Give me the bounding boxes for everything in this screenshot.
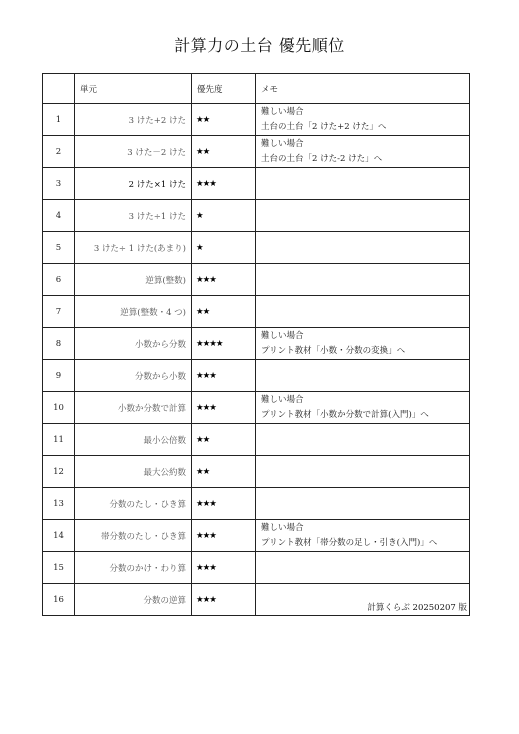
table-row xyxy=(43,392,470,424)
row-number: 2 xyxy=(43,136,75,168)
unit-name: 小数から分数 xyxy=(75,328,192,360)
row-number: 10 xyxy=(43,392,75,424)
table-row xyxy=(43,264,470,296)
memo-line-1: 難しい場合 xyxy=(261,523,304,533)
unit-name: 最小公倍数 xyxy=(75,424,192,456)
row-number: 8 xyxy=(43,328,75,360)
page-title: 計算力の土台 優先順位 xyxy=(174,36,345,55)
row-number: 14 xyxy=(43,520,75,552)
memo-cell xyxy=(256,360,470,392)
priority-stars: ★★★ xyxy=(192,520,256,552)
memo-line-2: プリント教材「帯分数の足し・引き(入門)」へ xyxy=(261,538,438,548)
unit-name: 分数のたし・ひき算 xyxy=(75,488,192,520)
row-number: 15 xyxy=(43,552,75,584)
unit-name: 最大公約数 xyxy=(75,456,192,488)
table-row xyxy=(43,488,470,520)
memo-cell xyxy=(256,168,470,200)
row-number: 16 xyxy=(43,584,75,616)
priority-stars: ★★★ xyxy=(192,584,256,616)
unit-name: 分数のかけ・わり算 xyxy=(75,552,192,584)
row-number: 7 xyxy=(43,296,75,328)
row-number: 5 xyxy=(43,232,75,264)
row-number: 12 xyxy=(43,456,75,488)
header-memo: メモ xyxy=(256,74,470,104)
priority-stars: ★★ xyxy=(192,424,256,456)
memo-line-1: 難しい場合 xyxy=(261,395,304,405)
memo-line-1: 難しい場合 xyxy=(261,139,304,149)
priority-stars: ★ xyxy=(192,200,256,232)
memo-line-1: 難しい場合 xyxy=(261,107,304,117)
memo-line-2: 土台の土台「2 けた+2 けた」へ xyxy=(261,122,387,132)
memo-cell xyxy=(256,264,470,296)
memo-line-1: 難しい場合 xyxy=(261,331,304,341)
memo-cell xyxy=(256,520,470,552)
memo-cell xyxy=(256,456,470,488)
header-priority: 優先度 xyxy=(192,74,256,104)
row-number: 4 xyxy=(43,200,75,232)
version-footer: 計算くらぶ 20250207 版 xyxy=(367,603,467,613)
unit-name: 逆算(整数・4 つ) xyxy=(75,296,192,328)
row-number: 11 xyxy=(43,424,75,456)
priority-stars: ★★★ xyxy=(192,168,256,200)
memo-cell xyxy=(256,392,470,424)
header-no xyxy=(43,74,75,104)
priority-stars: ★★★ xyxy=(192,552,256,584)
memo-cell xyxy=(256,136,470,168)
memo-cell xyxy=(256,200,470,232)
unit-name: 小数か分数で計算 xyxy=(75,392,192,424)
table-row xyxy=(43,136,470,168)
table-row xyxy=(43,520,470,552)
memo-cell xyxy=(256,232,470,264)
unit-name: 分数から小数 xyxy=(75,360,192,392)
unit-name: 3 けた÷ 1 けた(あまり) xyxy=(75,232,192,264)
unit-name: 帯分数のたし・ひき算 xyxy=(75,520,192,552)
row-number: 13 xyxy=(43,488,75,520)
priority-stars: ★★ xyxy=(192,136,256,168)
table-row xyxy=(43,168,470,200)
unit-name: 3 けた÷1 けた xyxy=(75,200,192,232)
memo-line-2: 土台の土台「2 けた-2 けた」へ xyxy=(261,154,383,164)
priority-stars: ★★ xyxy=(192,296,256,328)
priority-stars: ★ xyxy=(192,232,256,264)
priority-stars: ★★★ xyxy=(192,488,256,520)
table-row xyxy=(43,552,470,584)
table-row xyxy=(43,104,470,136)
priority-stars: ★★★ xyxy=(192,360,256,392)
unit-name: 分数の逆算 xyxy=(75,584,192,616)
priority-stars: ★★ xyxy=(192,456,256,488)
table-row xyxy=(43,232,470,264)
priority-table xyxy=(42,73,470,616)
table-header-row xyxy=(43,74,470,104)
memo-line-2: プリント教材「小数・分数の変換」へ xyxy=(261,346,406,356)
priority-stars: ★★★★ xyxy=(192,328,256,360)
memo-line-2: プリント教材「小数か分数で計算(入門)」へ xyxy=(261,410,429,420)
table-row xyxy=(43,200,470,232)
row-number: 1 xyxy=(43,104,75,136)
header-unit: 単元 xyxy=(75,74,192,104)
table-row xyxy=(43,456,470,488)
unit-name: 逆算(整数) xyxy=(75,264,192,296)
memo-cell xyxy=(256,296,470,328)
table-row xyxy=(43,424,470,456)
row-number: 6 xyxy=(43,264,75,296)
table-row xyxy=(43,328,470,360)
memo-cell xyxy=(256,488,470,520)
unit-name: 3 けた+2 けた xyxy=(75,104,192,136)
memo-cell xyxy=(256,104,470,136)
priority-stars: ★★ xyxy=(192,104,256,136)
unit-name: 3 けた－2 けた xyxy=(75,136,192,168)
row-number: 9 xyxy=(43,360,75,392)
memo-cell xyxy=(256,424,470,456)
table-row xyxy=(43,296,470,328)
memo-cell xyxy=(256,328,470,360)
row-number: 3 xyxy=(43,168,75,200)
unit-name: 2 けた×1 けた xyxy=(75,168,192,200)
priority-stars: ★★★ xyxy=(192,264,256,296)
priority-stars: ★★★ xyxy=(192,392,256,424)
table-row xyxy=(43,360,470,392)
memo-cell xyxy=(256,552,470,584)
